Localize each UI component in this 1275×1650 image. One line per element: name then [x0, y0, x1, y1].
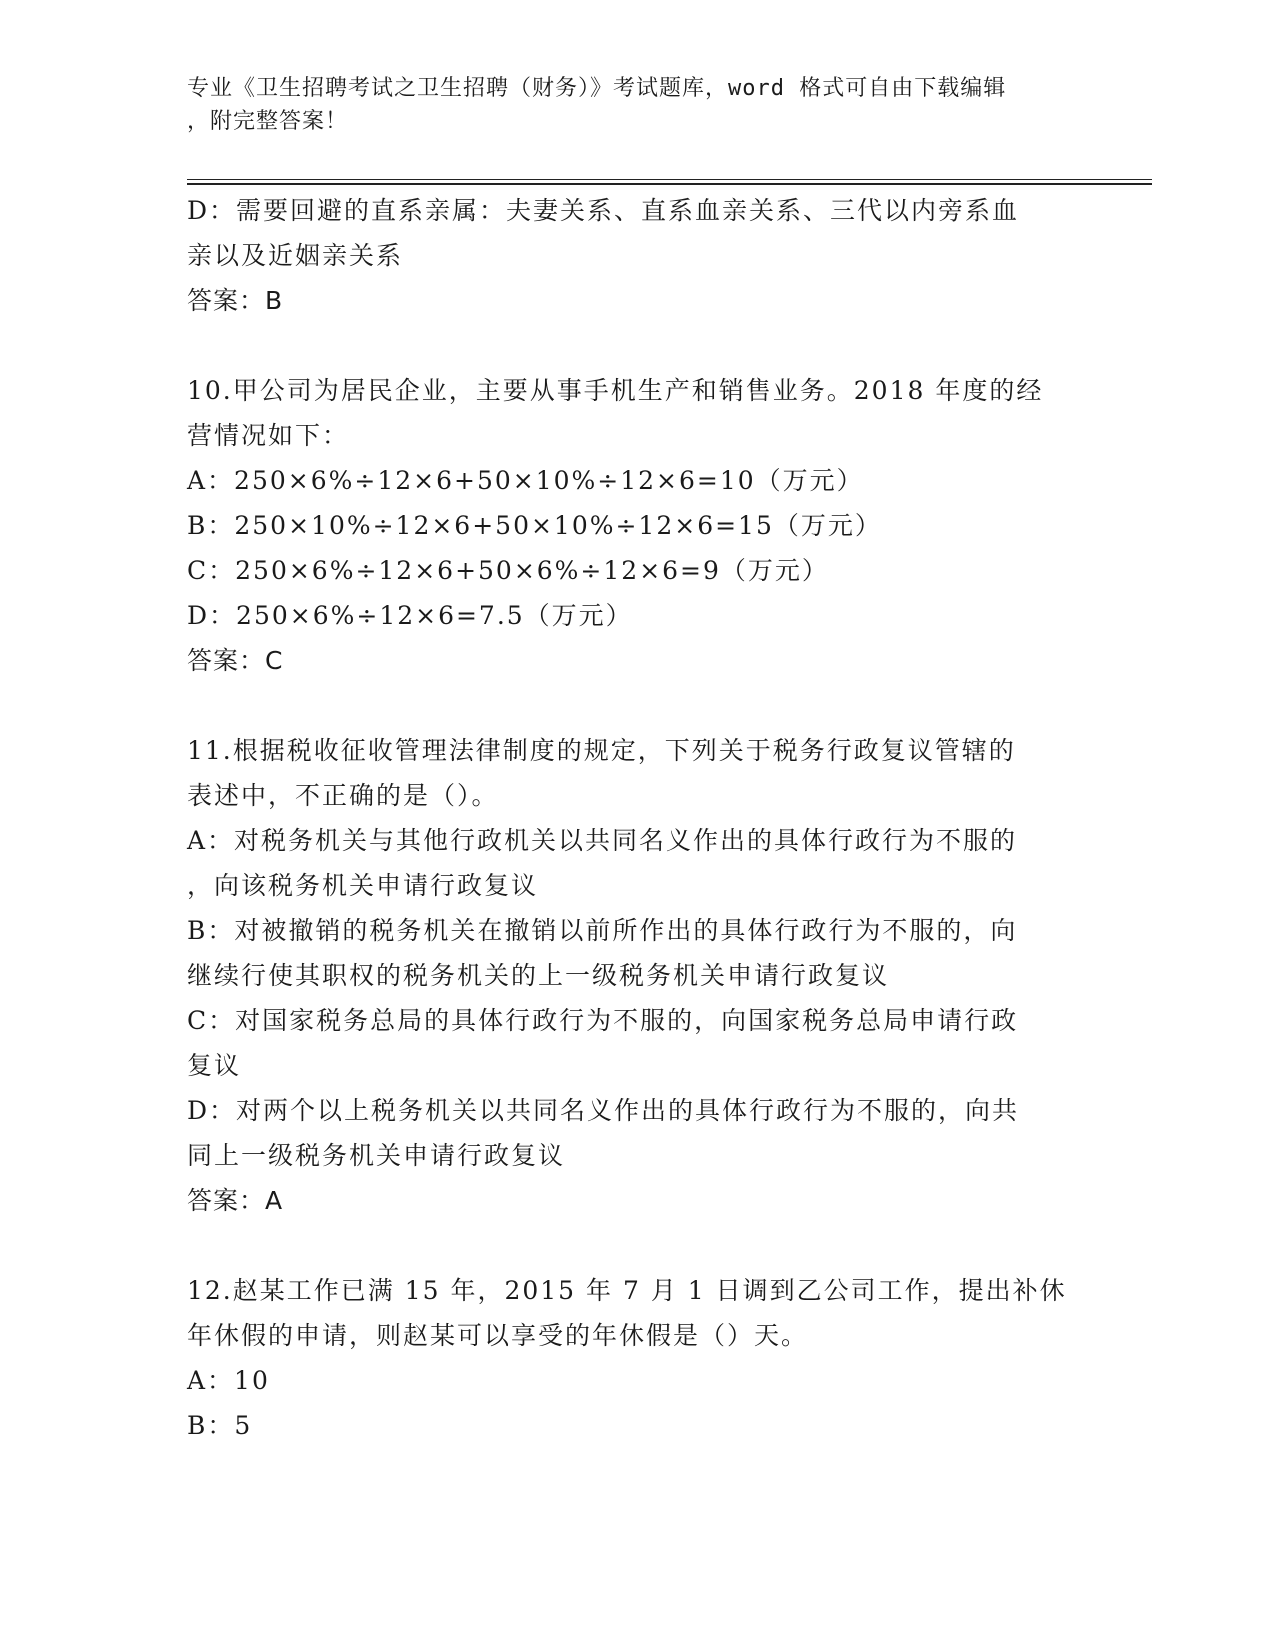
q10-option-d: D：250×6%÷12×6=7.5（万元） — [187, 601, 633, 630]
header-line-2: ，附完整答案！ — [187, 109, 349, 134]
q11-answer: 答案：A — [187, 1186, 284, 1215]
question-11 — [187, 728, 1087, 1223]
q10-stem-line-2: 营情况如下： — [187, 421, 350, 450]
q10-option-c: C：250×6%÷12×6+50×6%÷12×6=9（万元） — [187, 556, 829, 585]
spacer — [187, 323, 1087, 368]
q11-option-d-line-2: 同上一级税务机关申请行政复议 — [187, 1141, 566, 1170]
q9-answer: 答案：B — [187, 286, 284, 315]
q10-stem-line-1: 10.甲公司为居民企业，主要从事手机生产和销售业务。2018 年度的经 — [187, 376, 1044, 405]
question-9 — [187, 188, 1087, 323]
spacer — [187, 1223, 1087, 1268]
q11-stem-line-1: 11.根据税收征收管理法律制度的规定，下列关于税务行政复议管辖的 — [187, 736, 1016, 765]
q11-option-b-line-1: B：对被撤销的税务机关在撤销以前所作出的具体行政行为不服的，向 — [187, 916, 1018, 945]
page-header — [187, 72, 1067, 138]
question-10 — [187, 368, 1087, 683]
q11-stem-line-2: 表述中，不正确的是（）。 — [187, 781, 499, 810]
q10-answer: 答案：C — [187, 646, 284, 675]
q9-option-d-line-1: D：需要回避的直系亲属：夫妻关系、直系血亲关系、三代以内旁系血 — [187, 196, 1020, 225]
header-rule-thick — [187, 183, 1152, 185]
question-12 — [187, 1268, 1087, 1448]
q10-option-a: A：250×6%÷12×6+50×10%÷12×6=10（万元） — [187, 466, 864, 495]
q12-stem-line-1: 12.赵某工作已满 15 年，2015 年 7 月 1 日调到乙公司工作，提出补休 — [187, 1276, 1067, 1305]
q11-option-a-line-2: ，向该税务机关申请行政复议 — [187, 871, 539, 900]
header-line-1: 专业《卫生招聘考试之卫生招聘（财务）》考试题库，word 格式可自由下载编辑 — [187, 76, 1007, 101]
q12-option-b: B：5 — [187, 1411, 253, 1440]
q12-option-a: A：10 — [187, 1366, 270, 1395]
q11-option-d-line-1: D：对两个以上税务机关以共同名义作出的具体行政行为不服的，向共 — [187, 1096, 1020, 1125]
q10-option-b: B：250×10%÷12×6+50×10%÷12×6=15（万元） — [187, 511, 882, 540]
q11-option-c-line-2: 复议 — [187, 1051, 242, 1080]
q11-option-a-line-1: A：对税务机关与其他行政机关以共同名义作出的具体行政行为不服的 — [187, 826, 1018, 855]
document-body — [187, 188, 1087, 1448]
q12-stem-line-2: 年休假的申请，则赵某可以享受的年休假是（）天。 — [187, 1321, 809, 1350]
q9-option-d-line-2: 亲以及近姻亲关系 — [187, 241, 404, 270]
q11-option-c-line-1: C：对国家税务总局的具体行政行为不服的，向国家税务总局申请行政 — [187, 1006, 1019, 1035]
header-rule-thin — [187, 179, 1152, 180]
q11-option-b-line-2: 继续行使其职权的税务机关的上一级税务机关申请行政复议 — [187, 961, 890, 990]
spacer — [187, 683, 1087, 728]
